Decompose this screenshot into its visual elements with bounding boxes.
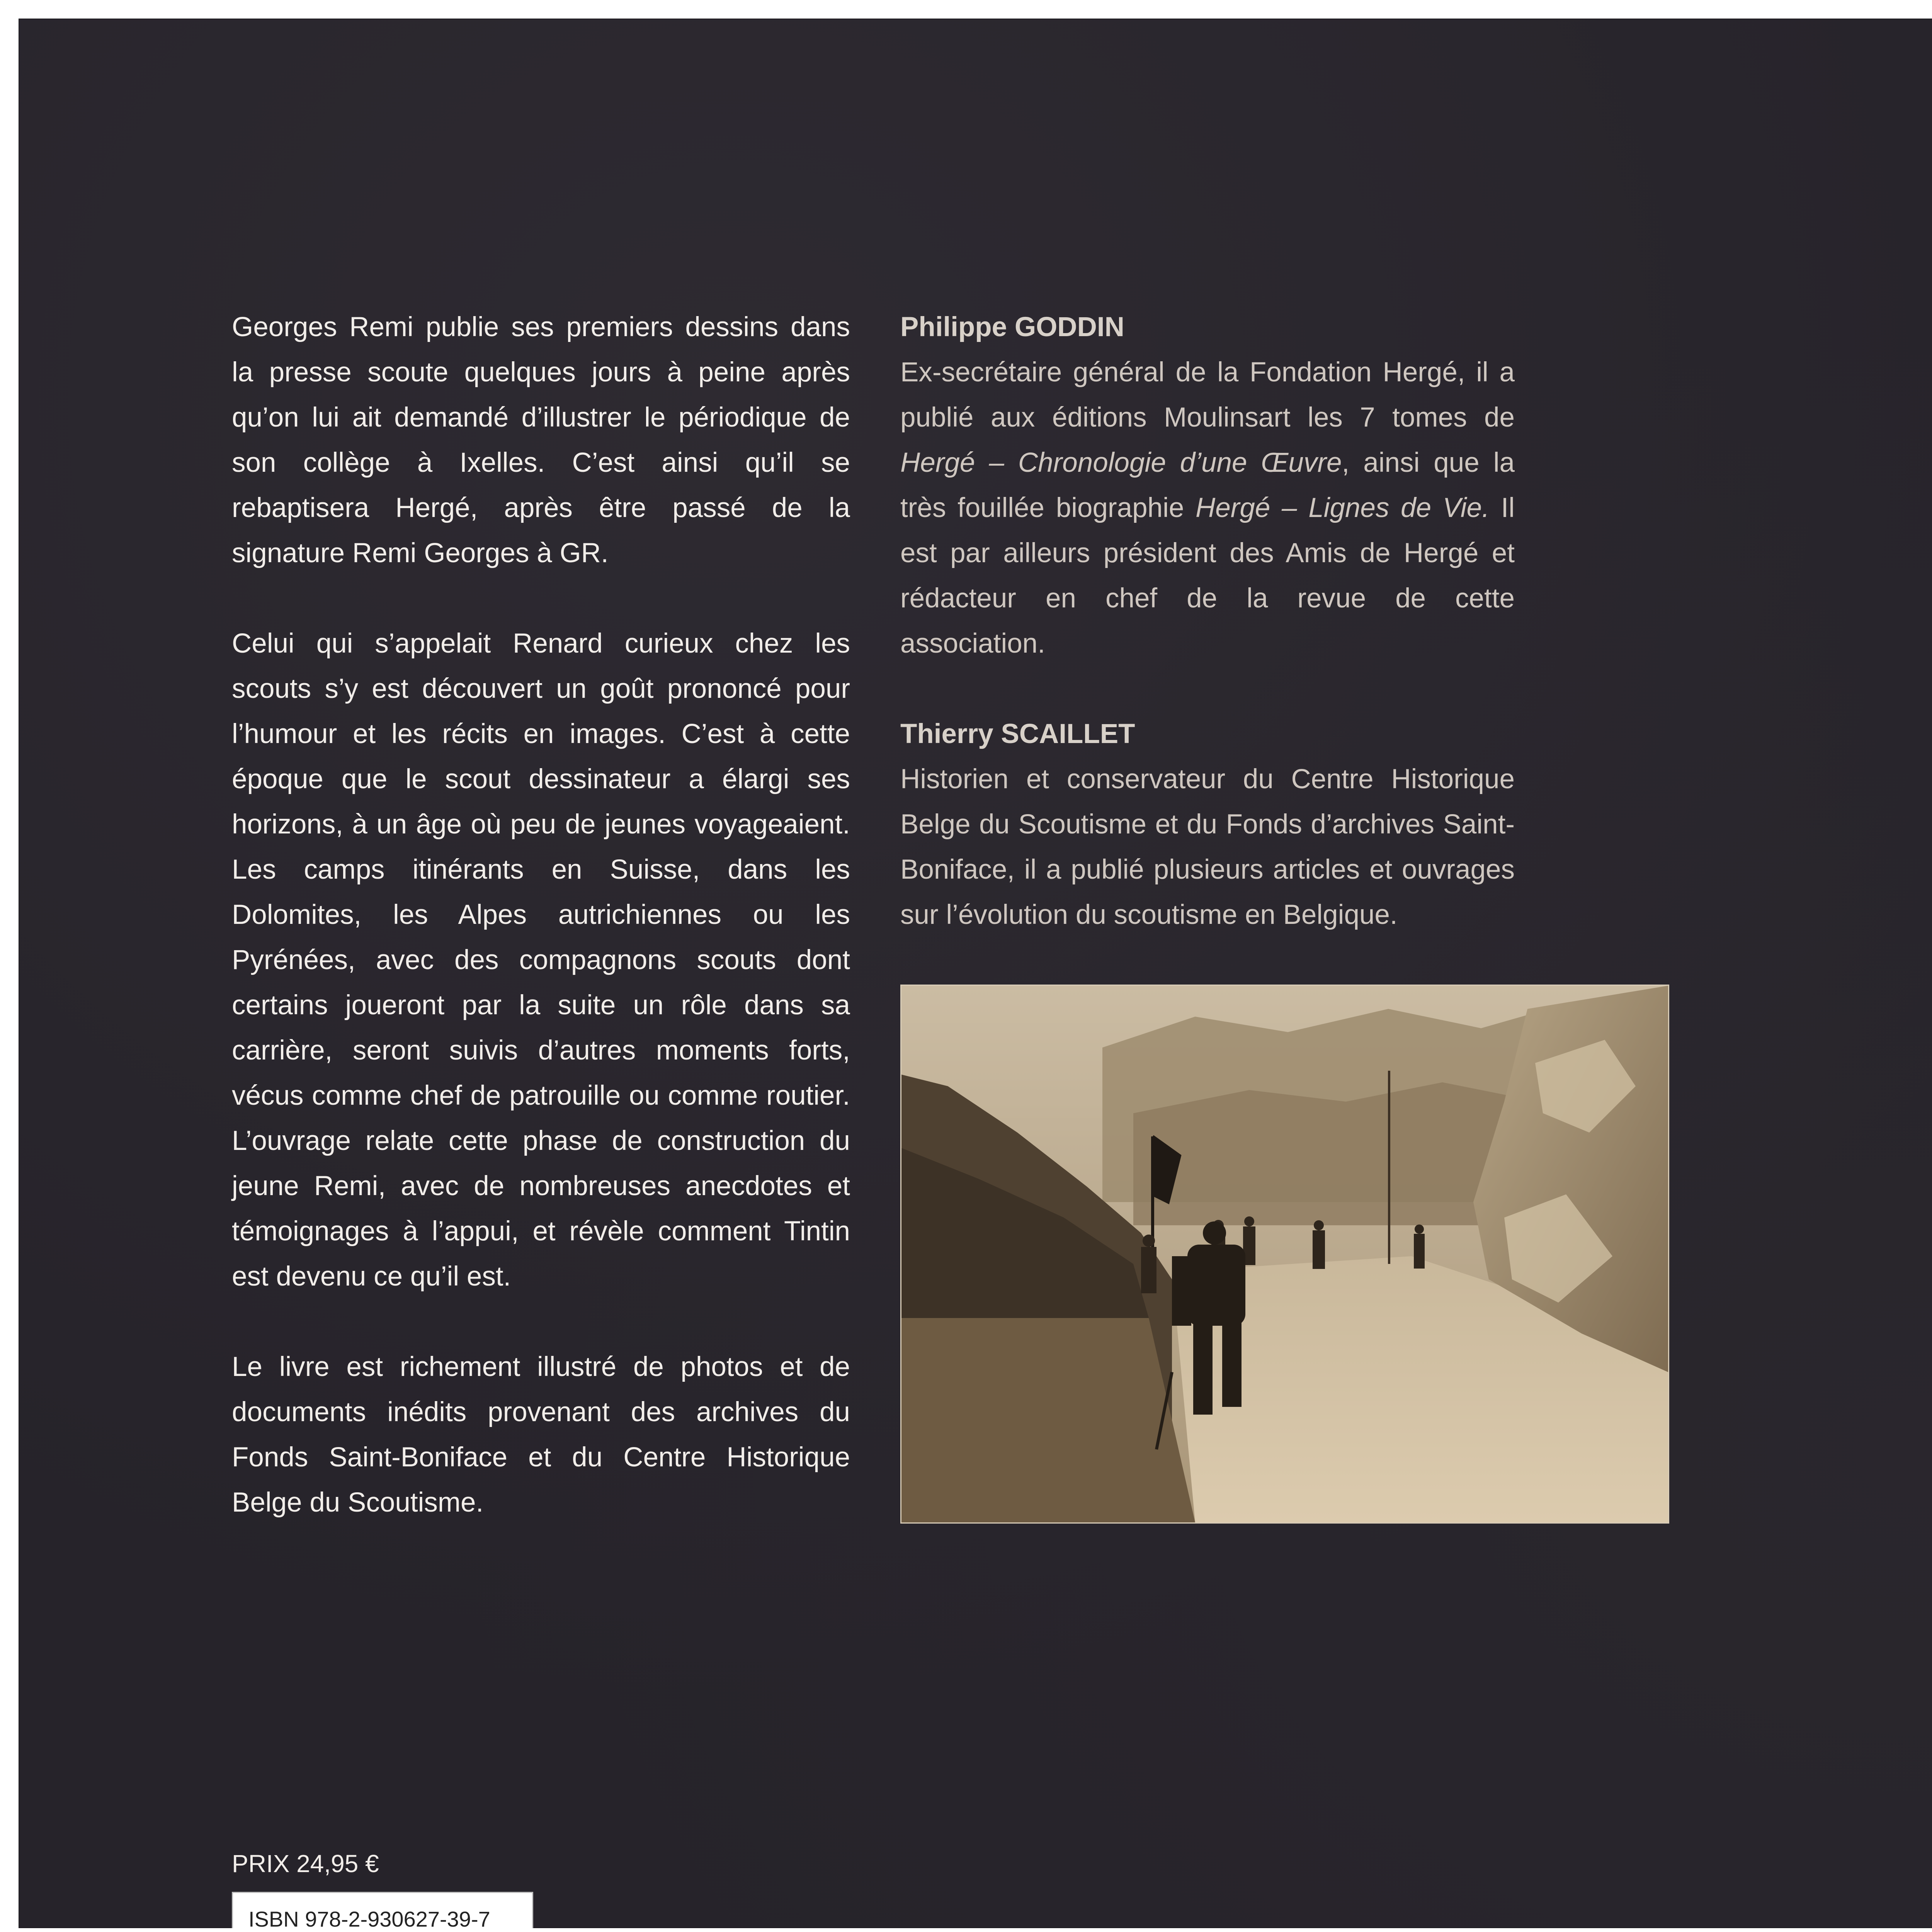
blurb-paragraph-2: Celui qui s’appelait Renard curieux chez les scouts s’y est découvert un goût prononcé pour l’humour et les récits en images. C’est à cette époque que le scout dessinateur a élargi ses horizons, à un âge où peu de jeunes voyageaient. Les camps itinérants en Suisse, dans les Dolomites, les Alpes autrichiennes ou les Pyrénées, avec des compagnons scouts dont certains joueront par la suite un rôle dans sa carrière, seront suivis d’autres moments forts, vécus comme chef de patrouille ou comme routier. L’ouvrage relate cette phase de construction du jeune Remi, avec de nombreuses anecdotes et témoignages à l’appui, et révèle comment Tintin est devenu ce qu’il est. [232,628,850,1292]
authors-column [900,304,1515,983]
back-cover [19,19,1932,1928]
blurb-paragraph-1: Georges Remi publie ses premiers dessins dans la presse scoute quelques jours à peine après qu’on lui ait demandé d’illustrer le périodique de son collège à Ixelles. C’est ainsi qu’il se rebaptisera Hergé, après être passé de la signature Remi Georges à GR. [232,312,850,568]
book-title: Hergé – Chronologie d’une Œuvre [900,447,1342,478]
sepia-scout-march-photo [900,985,1669,1524]
bio-text-part: Il est par ailleurs président des Amis de Hergé et rédacteur en chef de la revue de cette association. [900,493,1515,659]
price-label: PRIX 24,95 € [232,1850,379,1878]
author-bio-text: Historien et conservateur du Centre Historique Belge du Scoutisme et du Fonds d’archives Saint-Boniface, il a publié plusieurs articles et ouvrages sur l’évolution du scoutisme en Belgique. [900,764,1515,930]
author-name: Thierry SCAILLET [900,719,1135,749]
author-bio-scaillet [900,711,1515,937]
author-bio-text [900,357,1515,659]
author-name: Philippe GODDIN [900,312,1124,342]
bio-text-part: Ex-secrétaire général de la Fondation Hergé, il a publié aux éditions Moulinsart les 7 tomes de [900,357,1515,433]
bio-text-part: , ainsi que la très fouillée biographie [900,447,1515,523]
author-bio-goddin [900,304,1515,666]
blurb-paragraph-3: Le livre est richement illustré de photos et de documents inédits provenant des archives du Fonds Saint-Boniface et du Centre Historique Belge du Scoutisme. [232,1352,850,1518]
blurb-column [232,304,850,1570]
isbn-label: ISBN 978-2-930627-39-7 [232,1892,533,1928]
book-title: Hergé – Lignes de Vie. [1195,493,1490,523]
